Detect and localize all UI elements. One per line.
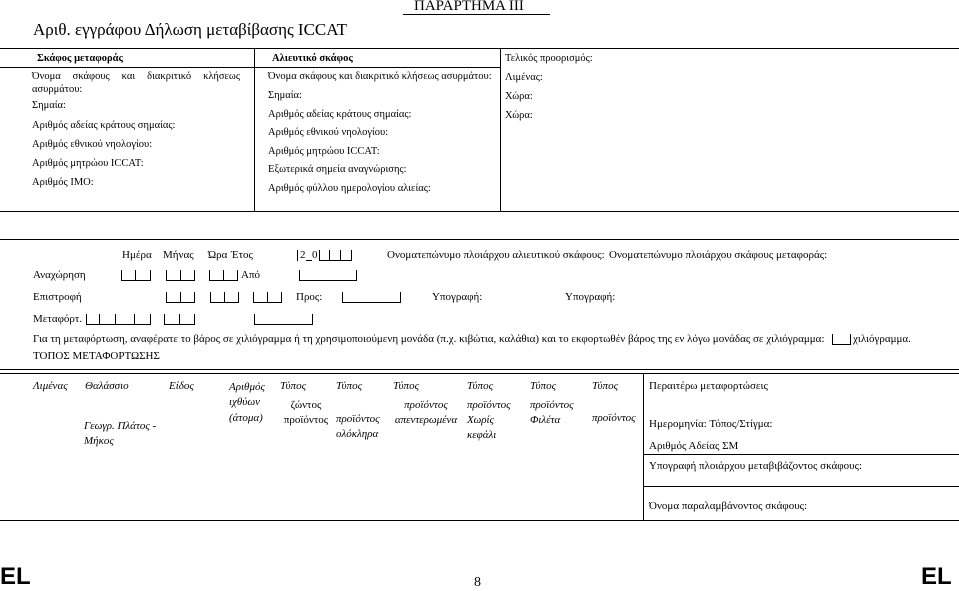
departure-day-line bbox=[121, 280, 151, 281]
col-species: Είδος bbox=[169, 380, 194, 392]
year-box-edge bbox=[297, 250, 298, 261]
col-sea: Θαλάσσιο bbox=[85, 380, 129, 392]
signature-1-label: Υπογραφή: bbox=[432, 291, 483, 303]
col-type3-desc: προϊόντος απεντερωμένα bbox=[394, 399, 458, 426]
box-edge bbox=[299, 270, 300, 281]
final-destination-heading: Τελικός προορισμός: bbox=[505, 53, 593, 64]
col-type4-desc: προϊόντος Χωρίς κεφάλι bbox=[467, 399, 511, 441]
box-edge bbox=[254, 314, 255, 325]
col-type2-desc: προϊόντος ολόκληρα bbox=[336, 413, 380, 440]
from-line bbox=[299, 280, 356, 281]
col-sea-coords: Γεωγρ. Πλάτος - Μήκος bbox=[84, 420, 157, 447]
month-label: Μήνας bbox=[163, 249, 194, 261]
col-type6: Τύπος bbox=[592, 380, 619, 392]
license-label: Αριθμός Αδείας ΣΜ bbox=[649, 440, 739, 452]
box-edge bbox=[850, 334, 851, 345]
hour-label: Ώρα bbox=[208, 249, 228, 261]
box-edge bbox=[356, 270, 357, 281]
col1-field-name: Όνομα σκάφους και διακριτικό κλήσεως ασυρμάτου: bbox=[32, 71, 240, 95]
year-box-edge bbox=[329, 250, 330, 261]
date-section-top-rule bbox=[0, 239, 959, 240]
col2-field-external-marks: Εξωτερικά σημεία αναγνώρισης: bbox=[268, 164, 407, 175]
col-divider-2 bbox=[500, 48, 501, 211]
box-edge bbox=[400, 292, 401, 303]
transship-line-1 bbox=[86, 324, 150, 325]
transship-line-3 bbox=[254, 324, 312, 325]
box-edge bbox=[253, 292, 254, 303]
annex-underline bbox=[403, 14, 550, 15]
col2-field-name: Όνομα σκάφους και διακριτικό κλήσεως ασυρμάτου: bbox=[268, 71, 492, 82]
box-edge bbox=[99, 314, 100, 325]
departure-label: Αναχώρηση bbox=[33, 269, 86, 281]
box-edge bbox=[223, 270, 224, 281]
col-type5-desc: προϊόντος Φιλέτα bbox=[530, 399, 574, 426]
col-port: Λιμένας bbox=[33, 380, 68, 392]
to-label: Προς: bbox=[296, 291, 323, 303]
col1-field-flag: Σημαία: bbox=[32, 100, 66, 111]
year-digit-2: 2 bbox=[300, 249, 306, 261]
box-edge bbox=[121, 270, 122, 281]
box-edge bbox=[210, 292, 211, 303]
box-edge bbox=[194, 292, 195, 303]
col-type5: Τύπος bbox=[530, 380, 557, 392]
day-label: Ημέρα bbox=[122, 249, 152, 261]
col-divider-1 bbox=[254, 48, 255, 211]
table-top-rule bbox=[0, 369, 959, 370]
col-fish-count-unit: (άτομα) bbox=[229, 412, 263, 424]
page-number: 8 bbox=[474, 575, 481, 590]
box-edge bbox=[166, 270, 167, 281]
year-box-edge bbox=[351, 250, 352, 261]
box-edge bbox=[194, 314, 195, 325]
box-edge bbox=[180, 270, 181, 281]
receiving-vessel-label: Όνομα παραλαμβάνοντος σκάφους: bbox=[649, 500, 808, 512]
box-edge bbox=[224, 292, 225, 303]
year-box-line bbox=[319, 260, 352, 261]
footer-lang-right: EL bbox=[921, 563, 952, 590]
box-edge bbox=[115, 314, 116, 325]
heading-rule bbox=[0, 67, 500, 68]
box-edge bbox=[342, 292, 343, 303]
col3-field-country-2: Χώρα: bbox=[505, 110, 533, 121]
col3-field-port: Λιμένας: bbox=[505, 72, 543, 83]
col1-field-iccat-registry: Αριθμός μητρώου ICCAT: bbox=[32, 158, 144, 169]
box-edge bbox=[135, 270, 136, 281]
col-type4: Τύπος bbox=[467, 380, 494, 392]
form-top-rule bbox=[0, 48, 959, 49]
fishing-master-label: Ονοματεπώνυμο πλοιάρχου αλιευτικού σκάφους: bbox=[387, 249, 605, 261]
weight-blank bbox=[832, 344, 850, 345]
col-type1-desc: ζώντος προϊόντος bbox=[283, 399, 329, 426]
box-edge bbox=[832, 334, 833, 345]
top-section-bottom-rule bbox=[0, 211, 959, 212]
col1-field-national-registry: Αριθμός εθνικού νηολογίου: bbox=[32, 139, 153, 150]
col1-field-flag-license: Αριθμός αδείας κράτους σημαίας: bbox=[32, 120, 176, 131]
box-edge bbox=[180, 292, 181, 303]
box-edge bbox=[166, 292, 167, 303]
box-edge bbox=[179, 314, 180, 325]
year-label: Έτος bbox=[231, 249, 253, 261]
box-edge bbox=[267, 292, 268, 303]
col2-field-logbook-sheet: Αριθμός φύλλου ημερολογίου αλιείας: bbox=[268, 183, 431, 194]
transshipment-place-heading: ΤΟΠΟΣ ΜΕΤΑΦΟΡΤΩΣΗΣ bbox=[33, 350, 160, 362]
fishing-vessel-heading: Αλιευτικό σκάφος bbox=[272, 53, 353, 64]
master-signature-label: Υπογραφή πλοιάρχου μεταβιβάζοντος σκάφους: bbox=[649, 460, 863, 472]
box-edge bbox=[150, 314, 151, 325]
table-inner-rule-2 bbox=[643, 486, 959, 487]
transshipment-label: Μεταφόρτ. bbox=[33, 313, 83, 325]
box-edge bbox=[134, 314, 135, 325]
box-edge bbox=[194, 270, 195, 281]
col-type6-desc: προϊόντος bbox=[592, 412, 636, 424]
table-right-divider bbox=[643, 373, 644, 520]
to-line bbox=[342, 302, 400, 303]
col1-field-imo: Αριθμός IMO: bbox=[32, 177, 94, 188]
box-edge bbox=[209, 270, 210, 281]
document-title: Αριθ. εγγράφου Δήλωση μεταβίβασης ICCAT bbox=[33, 20, 348, 39]
signature-2-label: Υπογραφή: bbox=[565, 291, 616, 303]
transport-vessel-heading: Σκάφος μεταφοράς bbox=[37, 53, 123, 64]
box-edge bbox=[164, 314, 165, 325]
table-bottom-rule bbox=[0, 520, 959, 521]
weight-unit: χιλιόγραμμα. bbox=[853, 333, 911, 345]
col-type3: Τύπος bbox=[393, 380, 420, 392]
box-edge bbox=[150, 270, 151, 281]
transport-master-label: Ονοματεπώνυμο πλοιάρχου σκάφους μεταφοράς: bbox=[609, 249, 828, 261]
footer-lang-left: EL bbox=[0, 563, 31, 590]
box-edge bbox=[86, 314, 87, 325]
col2-field-flag: Σημαία: bbox=[268, 90, 302, 101]
table-inner-rule bbox=[643, 454, 959, 455]
col2-field-iccat-registry: Αριθμός μητρώου ICCAT: bbox=[268, 146, 380, 157]
year-digit-0: 0 bbox=[312, 249, 318, 261]
col-type2: Τύπος bbox=[336, 380, 363, 392]
box-edge bbox=[237, 270, 238, 281]
box-edge bbox=[281, 292, 282, 303]
further-transshipments-label: Περαιτέρω μεταφορτώσεις bbox=[649, 380, 768, 392]
col-fish-count: Αριθμός ιχθύων bbox=[229, 381, 265, 408]
box-edge bbox=[312, 314, 313, 325]
col2-field-national-registry: Αριθμός εθνικού νηολογίου: bbox=[268, 127, 389, 138]
date-place-label: Ημερομηνία: Τόπος/Στίγμα: bbox=[649, 418, 773, 430]
annex-title: ΠΑΡΑΡΤΗΜΑ ΙΙΙ bbox=[414, 0, 524, 14]
year-box-edge bbox=[340, 250, 341, 261]
return-label: Επιστροφή bbox=[33, 291, 82, 303]
weight-note: Για τη μεταφόρτωση, αναφέρατε το βάρος σε χιλιόγραμμα ή τη χρησιμοποιούμενη μονάδα (π.χ. κιβώτια, καλάθια) και το εκφορτωθέν βάρος της εν λόγω μονάδας σε χιλιόγραμμα: bbox=[33, 333, 825, 345]
col2-field-flag-license: Αριθμός αδείας κράτους σημαίας: bbox=[268, 109, 412, 120]
box-edge bbox=[238, 292, 239, 303]
col3-field-country-1: Χώρα: bbox=[505, 91, 533, 102]
col-type1: Τύπος bbox=[280, 380, 307, 392]
table-top-rule-2 bbox=[0, 373, 959, 374]
from-label: Από bbox=[241, 269, 260, 281]
